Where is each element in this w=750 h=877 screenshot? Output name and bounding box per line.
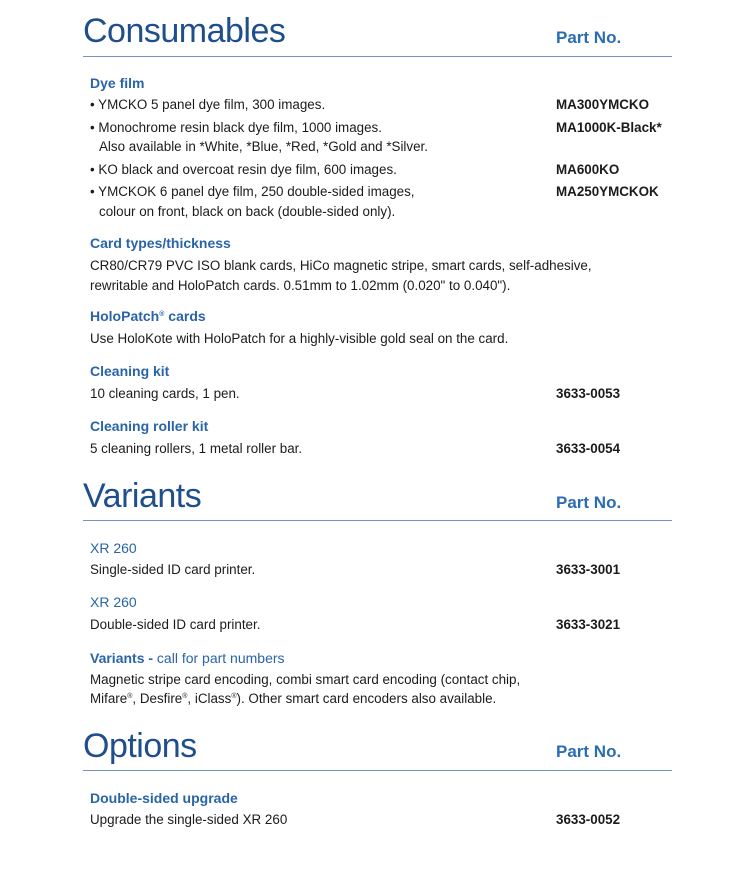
double-sided-upgrade-part: 3633-0052 [556, 812, 621, 827]
cleaning-roller-kit-text: 5 cleaning rollers, 1 metal roller bar. [90, 441, 303, 456]
variants-note-line1: Magnetic stripe card encoding, combi smart card encoding (contact chip, [90, 672, 521, 687]
holopatch-heading-name: HoloPatch [90, 308, 160, 324]
cleaning-roller-kit-part: 3633-0054 [556, 441, 621, 456]
dye-film-item-4-line2: colour on front, black on back (double-sided only). [99, 204, 396, 219]
variants-note-heading [90, 650, 285, 666]
desfire-label: , Desfire [132, 691, 183, 706]
dye-film-item-1: • YMCKO 5 panel dye film, 300 images. [90, 97, 326, 112]
dye-film-item-2-part: MA1000K-Black* [556, 120, 662, 135]
registered-mark: ® [127, 693, 133, 700]
consumables-partno-header: Part No. [556, 28, 622, 47]
variant-1-heading: XR 260 [90, 540, 137, 556]
dye-film-item-4-part: MA250YMCKOK [556, 184, 659, 199]
variants-note-line2-tail: ). Other smart card encoders also available. [236, 691, 497, 706]
mifare-label: Mifare [90, 691, 128, 706]
dye-film-item-3: • KO black and overcoat resin dye film, 600 images. [90, 162, 397, 177]
registered-mark: ® [182, 693, 188, 700]
dye-film-item-1-part: MA300YMCKO [556, 97, 650, 112]
variant-2-text: Double-sided ID card printer. [90, 617, 261, 632]
holopatch-text: Use HoloKote with HoloPatch for a highly-visible gold seal on the card. [90, 331, 509, 346]
card-types-line1: CR80/CR79 PVC ISO blank cards, HiCo magnetic stripe, smart cards, self-adhesive, [90, 258, 592, 273]
variants-note-label: Variants - [90, 650, 157, 666]
dye-film-item-4: • YMCKOK 6 panel dye film, 250 double-sided images, [90, 184, 415, 199]
options-partno-header: Part No. [556, 742, 622, 761]
dye-film-item-2: • Monochrome resin black dye film, 1000 images. [90, 120, 382, 135]
dye-film-heading: Dye film [90, 75, 145, 91]
options-divider [83, 770, 672, 771]
dye-film-item-3-part: MA600KO [556, 162, 620, 177]
registered-mark: ® [231, 693, 237, 700]
card-types-line2: rewritable and HoloPatch cards. 0.51mm to 1.02mm (0.020" to 0.040"). [90, 278, 511, 293]
card-types-heading: Card types/thickness [90, 235, 231, 251]
variants-partno-header: Part No. [556, 493, 622, 512]
cleaning-kit-text: 10 cleaning cards, 1 pen. [90, 386, 240, 401]
cleaning-kit-heading: Cleaning kit [90, 363, 170, 379]
variants-divider [83, 520, 672, 521]
variant-2-part: 3633-3021 [556, 617, 621, 632]
cleaning-roller-kit-heading: Cleaning roller kit [90, 418, 209, 434]
variant-1-text: Single-sided ID card printer. [90, 562, 256, 577]
consumables-title: Consumables [83, 12, 286, 50]
iclass-label: , iClass [187, 691, 232, 706]
holopatch-heading-suffix: cards [164, 308, 206, 324]
variant-1-part: 3633-3001 [556, 562, 621, 577]
holopatch-heading [90, 308, 206, 324]
consumables-divider [83, 56, 672, 57]
cleaning-kit-part: 3633-0053 [556, 386, 621, 401]
options-title: Options [83, 727, 197, 765]
dye-film-item-2-line2: Also available in *White, *Blue, *Red, *Gold and *Silver. [99, 139, 428, 154]
variants-note-suffix: call for part numbers [156, 650, 285, 666]
double-sided-upgrade-text: Upgrade the single-sided XR 260 [90, 812, 288, 827]
variants-note-line2 [90, 691, 496, 706]
double-sided-upgrade-heading: Double-sided upgrade [90, 790, 238, 806]
variant-2-heading: XR 260 [90, 594, 137, 610]
variants-title: Variants [83, 477, 202, 515]
registered-mark: ® [159, 311, 165, 318]
